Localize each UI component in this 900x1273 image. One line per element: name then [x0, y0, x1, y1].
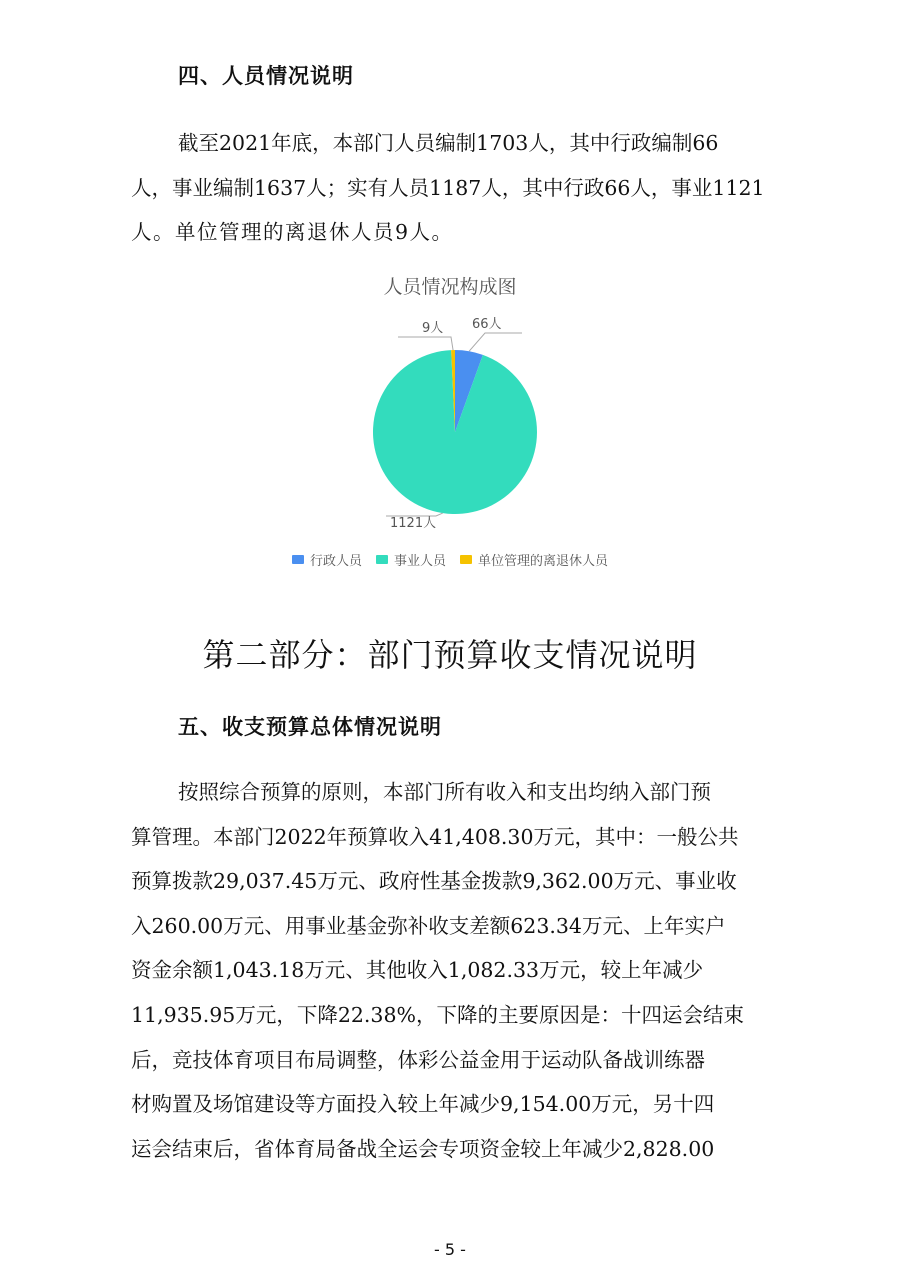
line-text: 资金余额1,043.18万元、其他收入1,082.33万元，较上年减少 — [131, 958, 704, 983]
line-text: 预算拨款29,037.45万元、政府性基金拨款9,362.00万元、事业收 — [131, 869, 737, 894]
paragraph-line — [131, 1082, 776, 1127]
chart-title: 人员情况构成图 — [383, 276, 517, 298]
pie-chart — [0, 0, 900, 600]
data-label-0: 66人 — [472, 317, 502, 332]
legend-item — [292, 550, 362, 569]
line-text: 人。单位管理的离退休人员9人。 — [131, 220, 454, 245]
legend-swatch — [292, 555, 304, 564]
legend-swatch — [376, 555, 388, 564]
paragraph-line — [131, 948, 776, 993]
paragraph-line — [131, 770, 776, 815]
leader-line-2 — [398, 337, 453, 350]
page-number: - 5 - — [434, 1240, 466, 1259]
budget-paragraph — [131, 770, 776, 1171]
paragraph-line — [131, 993, 776, 1038]
line-text: 截至2021年底，本部门人员编制1703人，其中行政编制66 — [178, 131, 719, 155]
paragraph-line — [131, 1127, 776, 1172]
data-label-2: 9人 — [422, 321, 444, 336]
line-text: 后，竞技体育项目布局调整，体彩公益金用于运动队备战训练器 — [131, 1047, 705, 1072]
legend-item — [460, 550, 608, 569]
part-title: 第二部分：部门预算收支情况说明 — [202, 636, 698, 674]
line-text: 材购置及场馆建设等方面投入较上年减少9,154.00万元，另十四 — [131, 1092, 715, 1117]
paragraph-line — [131, 859, 776, 904]
line-text: 11,935.95万元，下降22.38%，下降的主要原因是：十四运会结束 — [131, 1002, 744, 1027]
legend-swatch — [460, 555, 472, 564]
section-heading-personnel: 四、人员情况说明 — [178, 64, 354, 88]
line-text: 运会结束后，省体育局备战全运会专项资金较上年减少2,828.00 — [131, 1136, 715, 1161]
line-text: 算管理。本部门2022年预算收入41,408.30万元，其中：一般公共 — [131, 824, 739, 849]
paragraph-line — [131, 904, 776, 949]
line-text: 人，事业编制1637人；实有人员1187人，其中行政66人，事业1121 — [131, 175, 765, 200]
section-heading-budget: 五、收支预算总体情况说明 — [178, 715, 442, 739]
legend-item — [376, 550, 446, 569]
chart-legend — [0, 550, 900, 569]
paragraph-line — [131, 815, 776, 860]
legend-label: 行政人员 — [309, 554, 362, 569]
legend-label: 单位管理的离退休人员 — [478, 554, 609, 569]
line-text: 入260.00万元、用事业基金弥补收支差额623.34万元、上年实户 — [131, 913, 726, 938]
paragraph-line — [131, 1038, 776, 1083]
leader-line-0 — [469, 333, 522, 351]
data-label-1: 1121人 — [390, 516, 437, 531]
legend-label: 事业人员 — [393, 554, 446, 569]
line-text: 按照综合预算的原则，本部门所有收入和支出均纳入部门预 — [178, 780, 711, 804]
